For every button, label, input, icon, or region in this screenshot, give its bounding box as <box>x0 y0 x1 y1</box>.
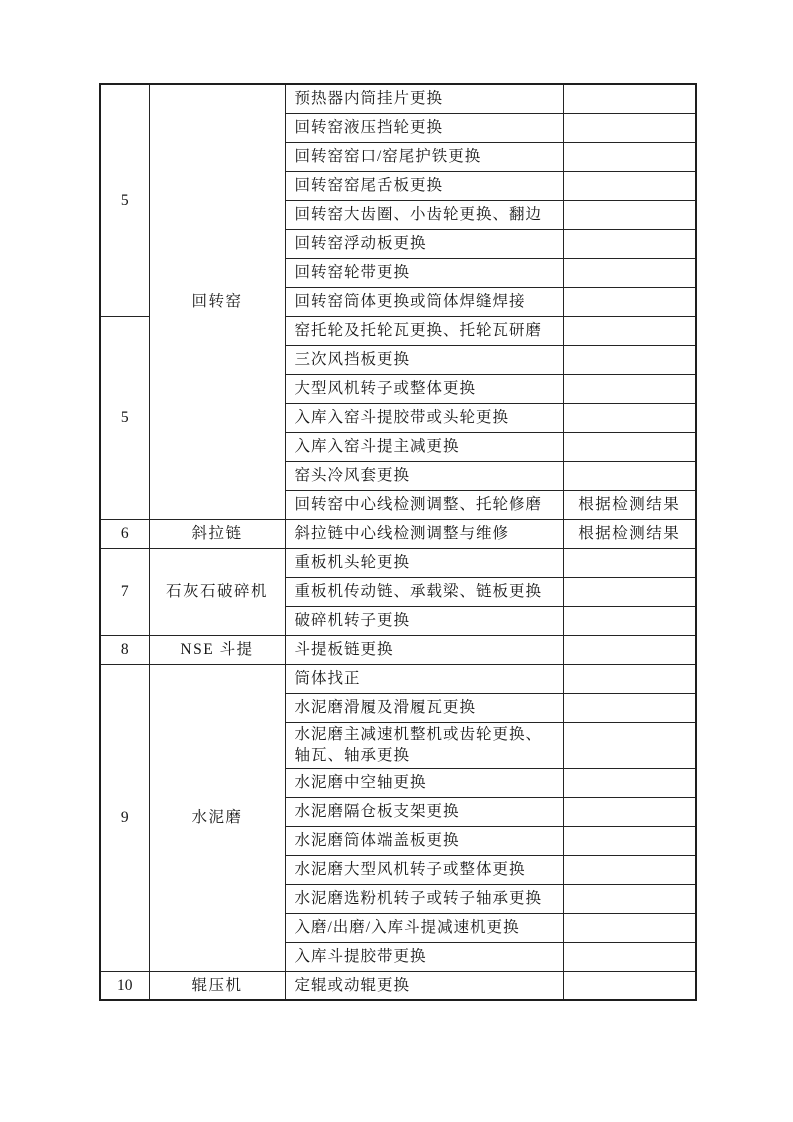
task-cell: 回转窑筒体更换或筒体焊缝焊接 <box>285 287 563 316</box>
remark-cell <box>563 606 696 635</box>
task-cell: 入库入窑斗提主减更换 <box>285 432 563 461</box>
task-cell: 回转窑液压挡轮更换 <box>285 113 563 142</box>
task-cell: 定辊或动辊更换 <box>285 971 563 1000</box>
remark-cell <box>563 884 696 913</box>
task-cell: 回转窑窑尾舌板更换 <box>285 171 563 200</box>
table-row <box>100 548 696 577</box>
remark-cell <box>563 722 696 768</box>
task-cell: 水泥磨大型风机转子或整体更换 <box>285 855 563 884</box>
remark-cell <box>563 942 696 971</box>
row-number-cell: 8 <box>100 635 149 664</box>
row-number-cell: 6 <box>100 519 149 548</box>
task-cell: 水泥磨中空轴更换 <box>285 768 563 797</box>
task-cell: 筒体找正 <box>285 664 563 693</box>
remark-cell <box>563 229 696 258</box>
remark-cell <box>563 797 696 826</box>
row-number-cell: 5 <box>100 316 149 519</box>
equipment-cell: 辊压机 <box>149 971 285 1000</box>
task-cell: 入库入窑斗提胶带或头轮更换 <box>285 403 563 432</box>
row-number-cell: 9 <box>100 664 149 971</box>
task-cell: 回转窑浮动板更换 <box>285 229 563 258</box>
remark-cell <box>563 403 696 432</box>
task-cell: 回转窑大齿圈、小齿轮更换、翻边 <box>285 200 563 229</box>
task-cell: 水泥磨主减速机整机或齿轮更换、轴瓦、轴承更换 <box>285 722 563 768</box>
remark-cell <box>563 432 696 461</box>
remark-cell <box>563 855 696 884</box>
remark-cell <box>563 84 696 113</box>
remark-cell <box>563 287 696 316</box>
task-cell: 回转窑窑口/窑尾护铁更换 <box>285 142 563 171</box>
remark-cell <box>563 913 696 942</box>
remark-cell <box>563 548 696 577</box>
task-cell: 重板机头轮更换 <box>285 548 563 577</box>
equipment-cell: 斜拉链 <box>149 519 285 548</box>
task-cell: 水泥磨滑履及滑履瓦更换 <box>285 693 563 722</box>
task-cell: 入库斗提胶带更换 <box>285 942 563 971</box>
task-cell: 大型风机转子或整体更换 <box>285 374 563 403</box>
task-cell: 预热器内筒挂片更换 <box>285 84 563 113</box>
row-number-cell: 7 <box>100 548 149 635</box>
table-row <box>100 519 696 548</box>
task-cell: 回转窑中心线检测调整、托轮修磨 <box>285 490 563 519</box>
remark-cell <box>563 826 696 855</box>
remark-cell <box>563 113 696 142</box>
task-cell: 入磨/出磨/入库斗提减速机更换 <box>285 913 563 942</box>
table-body <box>100 84 696 1000</box>
remark-cell <box>563 200 696 229</box>
table-row <box>100 635 696 664</box>
remark-cell <box>563 316 696 345</box>
equipment-cell: 水泥磨 <box>149 664 285 971</box>
remark-cell <box>563 258 696 287</box>
task-cell: 水泥磨隔仓板支架更换 <box>285 797 563 826</box>
task-cell: 水泥磨筒体端盖板更换 <box>285 826 563 855</box>
remark-cell <box>563 461 696 490</box>
remark-cell: 根据检测结果 <box>563 490 696 519</box>
remark-cell <box>563 345 696 374</box>
row-number-cell: 10 <box>100 971 149 1000</box>
table-row <box>100 971 696 1000</box>
remark-cell <box>563 971 696 1000</box>
task-cell: 斗提板链更换 <box>285 635 563 664</box>
task-cell: 窑托轮及托轮瓦更换、托轮瓦研磨 <box>285 316 563 345</box>
task-cell: 三次风挡板更换 <box>285 345 563 374</box>
table-row <box>100 84 696 113</box>
task-cell: 重板机传动链、承载梁、链板更换 <box>285 577 563 606</box>
equipment-cell: NSE 斗提 <box>149 635 285 664</box>
equipment-cell: 石灰石破碎机 <box>149 548 285 635</box>
task-cell: 水泥磨选粉机转子或转子轴承更换 <box>285 884 563 913</box>
table-row <box>100 664 696 693</box>
remark-cell <box>563 635 696 664</box>
remark-cell <box>563 768 696 797</box>
remark-cell <box>563 664 696 693</box>
task-cell: 窑头冷风套更换 <box>285 461 563 490</box>
remark-cell <box>563 693 696 722</box>
remark-cell: 根据检测结果 <box>563 519 696 548</box>
remark-cell <box>563 374 696 403</box>
remark-cell <box>563 577 696 606</box>
remark-cell <box>563 142 696 171</box>
task-cell: 破碎机转子更换 <box>285 606 563 635</box>
maintenance-schedule-table <box>99 83 697 1001</box>
remark-cell <box>563 171 696 200</box>
task-cell: 斜拉链中心线检测调整与维修 <box>285 519 563 548</box>
task-cell: 回转窑轮带更换 <box>285 258 563 287</box>
row-number-cell: 5 <box>100 84 149 316</box>
equipment-cell: 回转窑 <box>149 84 285 519</box>
